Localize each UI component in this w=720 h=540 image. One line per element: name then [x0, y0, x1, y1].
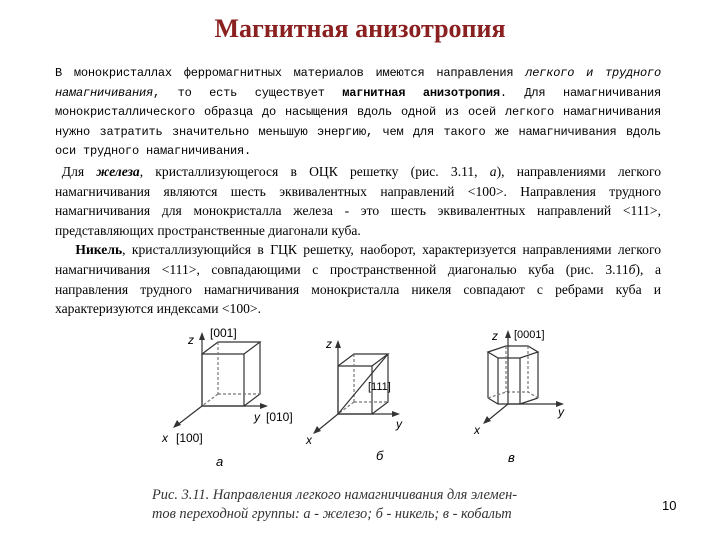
cube-top-face	[202, 342, 260, 354]
caption-line: Рис. 3.11. Направления легкого намагничивания для элемен-	[152, 487, 518, 503]
paragraph-iron	[55, 162, 661, 240]
label-direction-111: [111]	[368, 381, 391, 393]
text-run: ), а направления трудного намагничивания монокристалла никеля совпадают с ребрами куба и характеризуются индексами <100>.	[55, 261, 661, 317]
text-run: В монокристаллах ферромагнитных материалов имеются направления	[55, 66, 526, 80]
diagram-cobalt	[486, 334, 560, 422]
subfigure-label-b: б	[376, 448, 384, 463]
axis-x	[176, 406, 202, 426]
paragraph-nickel	[55, 240, 661, 318]
figure-caption	[152, 486, 612, 524]
text-run: , кристаллизующегося в ОЦК решетку (рис. 3.11,	[139, 163, 490, 179]
prism-hidden-edges	[488, 346, 538, 398]
label-z: z	[326, 337, 332, 351]
text-run-bold: Никель	[75, 242, 123, 258]
page-number: 10	[662, 498, 677, 513]
label-x: x	[162, 431, 168, 445]
text-run: , то есть существует	[153, 85, 343, 100]
prism-top-hexagon	[488, 346, 538, 358]
text-run: . Для намагничивания монокристаллического образца до насыщения вдоль одной из осей легкого намагничивания нужно затратить значительно меньшую энергию, чем для такого же намагничивания вдоль оси трудного намагничивания.	[55, 85, 662, 159]
cube-front-face	[338, 366, 372, 414]
text-run-bold-italic: железа	[96, 163, 140, 179]
label-direction-100: [100]	[176, 431, 203, 445]
cube-front-face	[202, 354, 244, 406]
label-x: x	[474, 423, 480, 437]
text-run-italic: а	[489, 163, 497, 179]
diagram-iron	[176, 336, 264, 426]
subfigure-label-c: в	[508, 450, 515, 465]
label-direction-0001: [0001]	[514, 329, 545, 341]
body-text	[55, 64, 661, 319]
label-y: y	[254, 410, 260, 424]
cube-top-face	[338, 354, 388, 366]
label-y: y	[558, 405, 564, 419]
slide-title: Магнитная анизотропия	[214, 14, 506, 43]
subfigure-label-a: а	[216, 454, 224, 469]
label-direction-010: [010]	[266, 410, 293, 424]
text-run-italic: б	[628, 261, 636, 277]
paragraph-anisotropy	[55, 64, 661, 162]
arrowheads-cobalt	[483, 330, 564, 424]
text-run: Для	[61, 163, 97, 179]
text-run-bold: магнитная анизотропия	[342, 85, 500, 100]
text-run: , кристаллизующийся в ГЦК решетку, наоборот, характеризуется направлениями легкого намагничивания <111>, совпадающими с пространственной диагональю куба (рис. 3.11	[55, 242, 661, 277]
figure-easy-magnetization	[140, 320, 590, 484]
label-x: x	[306, 433, 312, 447]
label-z: z	[188, 333, 194, 347]
label-direction-001: [001]	[210, 326, 237, 340]
label-z: z	[492, 329, 498, 343]
label-y: y	[396, 417, 402, 431]
text-run-italic: легкого и трудного намагничивания	[55, 66, 661, 100]
text-run: ), направлениями легкого намагничивания являются шесть эквивалентных направлений <100>. Направления трудного намагничивания для монокристалла железа - это шесть эквивалентных направлений <111>, представляющих пространственные диагонали куба.	[55, 163, 661, 238]
prism-bottom-edges	[488, 398, 538, 404]
caption-line: тов переходной группы: а - железо; б - никель; в - кобальт	[152, 506, 512, 522]
cube-hidden-edges	[202, 342, 260, 406]
